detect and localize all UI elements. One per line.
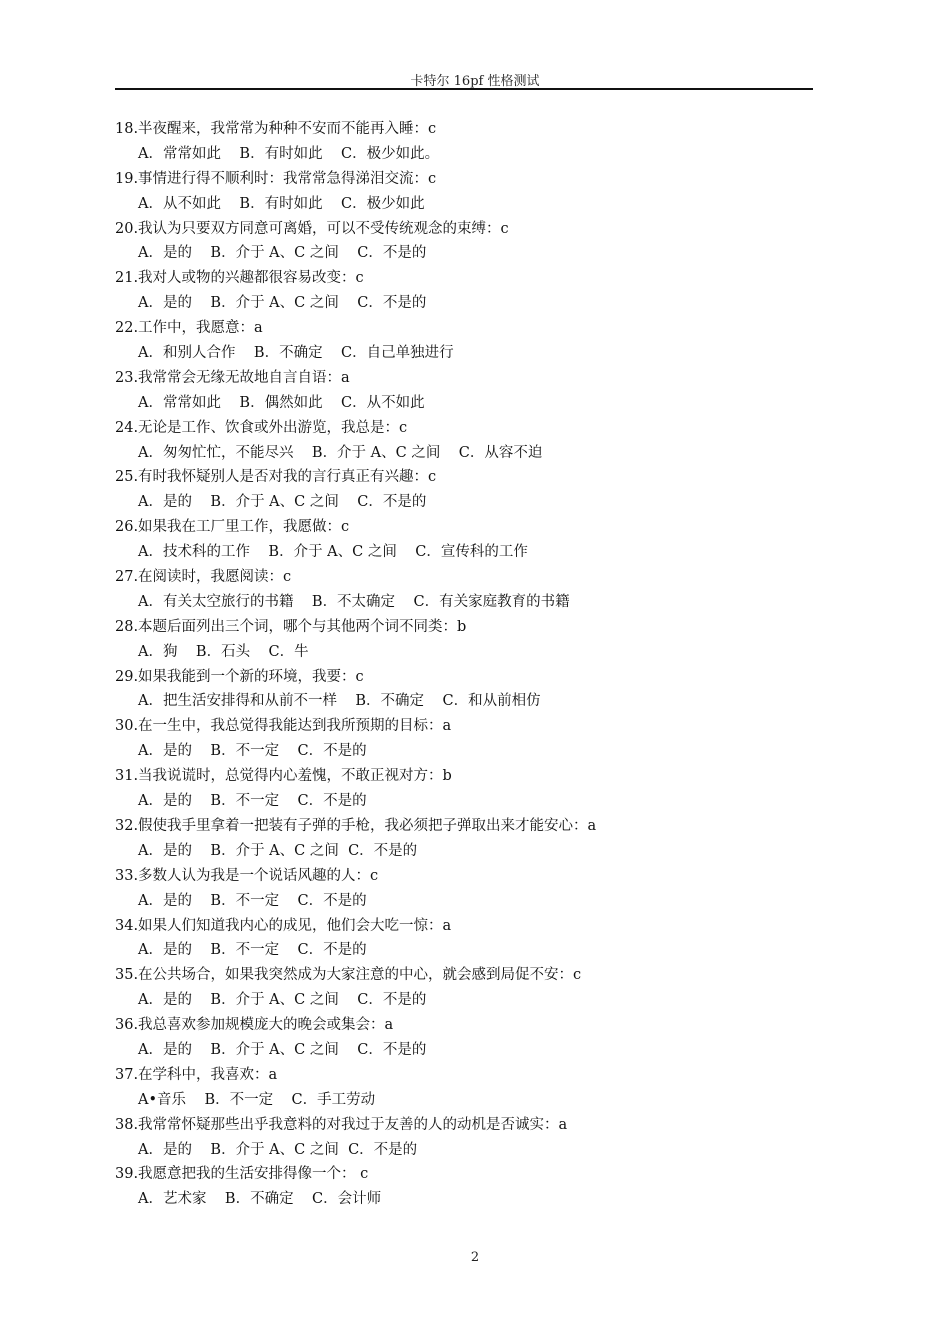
question-29 xyxy=(115,665,815,715)
question-stem: 26.如果我在工厂里工作，我愿做：c xyxy=(115,519,350,536)
question-options: A．狗 B．石头 C．牛 xyxy=(138,643,309,660)
question-options: A．是的 B．介于 A、C 之间 C．不是的 xyxy=(138,992,427,1009)
question-35 xyxy=(115,963,815,1013)
question-options: A．常常如此 B．偶然如此 C．从不如此 xyxy=(138,394,425,411)
question-stem: 24.无论是工作、饮食或外出游览，我总是：c xyxy=(115,419,408,436)
question-25 xyxy=(115,465,815,515)
question-23 xyxy=(115,366,815,416)
question-36 xyxy=(115,1013,815,1063)
question-options: A．是的 B．不一定 C．不是的 xyxy=(138,743,367,760)
question-stem: 32.假使我手里拿着一把装有子弹的手枪，我必须把子弹取出来才能安心：a xyxy=(115,817,597,834)
question-list xyxy=(115,117,815,1212)
question-stem: 28.本题后面列出三个词，哪个与其他两个词不同类：b xyxy=(115,618,467,635)
question-stem: 22.工作中，我愿意：a xyxy=(115,320,263,337)
question-stem: 33.多数人认为我是一个说话风趣的人：c xyxy=(115,867,379,884)
question-options: A．把生活安排得和从前不一样 B．不确定 C．和从前相仿 xyxy=(138,693,541,710)
question-stem: 18.半夜醒来，我常常为种种不安而不能再入睡：c xyxy=(115,121,437,137)
question-options: A•音乐 B．不一定 C．手工劳动 xyxy=(138,1091,376,1108)
question-stem: 36.我总喜欢参加规模庞大的晚会或集会：a xyxy=(115,1017,394,1034)
question-38 xyxy=(115,1113,815,1163)
question-stem: 29.如果我能到一个新的环境，我要：c xyxy=(115,668,364,685)
question-27 xyxy=(115,565,815,615)
question-37 xyxy=(115,1063,815,1113)
question-options: A．是的 B．不一定 C．不是的 xyxy=(138,892,367,909)
question-options: A．是的 B．介于 A、C 之间 C．不是的 xyxy=(138,245,427,262)
question-28 xyxy=(115,615,815,665)
question-stem: 19.事情进行得不顺利时：我常常急得涕泪交流：c xyxy=(115,170,437,187)
question-stem: 34.如果人们知道我内心的成见，他们会大吃一惊：a xyxy=(115,917,452,934)
question-30 xyxy=(115,714,815,764)
question-stem: 39.我愿意把我的生活安排得像一个： c xyxy=(115,1166,369,1183)
question-options: A．是的 B．介于 A、C 之间 C．不是的 xyxy=(138,1141,418,1158)
question-stem: 20.我认为只要双方同意可离婚，可以不受传统观念的束缚：c xyxy=(115,220,509,237)
page-number: 2 xyxy=(470,1250,480,1265)
question-options: A．是的 B．介于 A、C 之间 C．不是的 xyxy=(138,842,418,859)
question-stem: 30.在一生中，我总觉得我能达到我所预期的目标：a xyxy=(115,718,452,735)
question-34 xyxy=(115,914,815,964)
question-options: A．常常如此 B．有时如此 C．极少如此。 xyxy=(138,145,440,162)
question-options: A．是的 B．介于 A、C 之间 C．不是的 xyxy=(138,494,427,511)
question-26 xyxy=(115,515,815,565)
question-options: A．技术科的工作 B．介于 A、C 之间 C．宣传科的工作 xyxy=(138,544,528,561)
question-stem: 23.我常常会无缘无故地自言自语：a xyxy=(115,369,350,386)
question-stem: 38.我常常怀疑那些出乎我意料的对我过于友善的人的动机是否诚实：a xyxy=(115,1116,568,1133)
question-options: A．是的 B．不一定 C．不是的 xyxy=(138,793,367,810)
question-20 xyxy=(115,217,815,267)
question-options: A．从不如此 B．有时如此 C．极少如此 xyxy=(138,195,425,212)
header-divider xyxy=(115,88,813,90)
question-options: A．和别人合作 B．不确定 C．自己单独进行 xyxy=(138,345,454,362)
question-33 xyxy=(115,864,815,914)
question-21 xyxy=(115,266,815,316)
question-24 xyxy=(115,416,815,466)
question-stem: 35.在公共场合，如果我突然成为大家注意的中心，就会感到局促不安：c xyxy=(115,967,582,984)
question-options: A．是的 B．不一定 C．不是的 xyxy=(138,942,367,959)
question-stem: 37.在学科中，我喜欢：a xyxy=(115,1066,278,1083)
question-options: A．有关太空旅行的书籍 B．不太确定 C．有关家庭教育的书籍 xyxy=(138,593,570,610)
question-22 xyxy=(115,316,815,366)
question-31 xyxy=(115,764,815,814)
question-stem: 31.当我说谎时，总觉得内心羞愧，不敢正视对方：b xyxy=(115,768,452,785)
question-options: A．是的 B．介于 A、C 之间 C．不是的 xyxy=(138,295,427,312)
question-stem: 21.我对人或物的兴趣都很容易改变：c xyxy=(115,270,364,287)
question-options: A．艺术家 B．不确定 C．会计师 xyxy=(138,1191,382,1208)
question-32 xyxy=(115,814,815,864)
question-options: A．匆匆忙忙，不能尽兴 B．介于 A、C 之间 C．从容不迫 xyxy=(138,444,543,461)
question-18 xyxy=(115,117,815,167)
question-options: A．是的 B．介于 A、C 之间 C．不是的 xyxy=(138,1041,427,1058)
question-stem: 25.有时我怀疑别人是否对我的言行真正有兴趣：c xyxy=(115,469,437,486)
question-39 xyxy=(115,1162,815,1212)
question-19 xyxy=(115,167,815,217)
question-stem: 27.在阅读时，我愿阅读：c xyxy=(115,569,292,586)
page-header-title: 卡特尔 16pf 性格测试 xyxy=(410,74,540,89)
